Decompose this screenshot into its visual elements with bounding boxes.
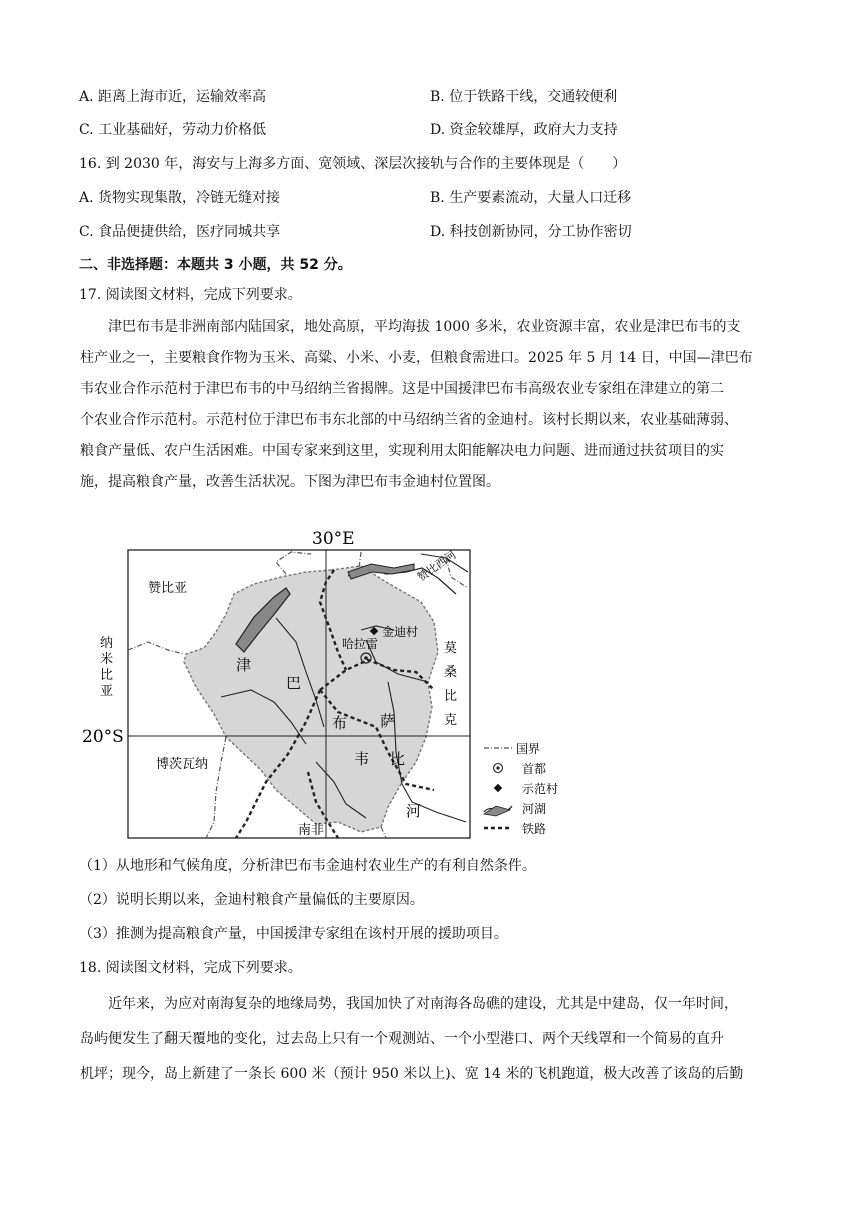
q15-option-b: B. 位于铁路干线，交通较便利 bbox=[430, 89, 618, 105]
q16-stem: 16. 到 2030 年，海安与上海多方面、宽领域、深层次接轨与合作的主要体现是（ ） bbox=[79, 156, 627, 172]
label-harare: 哈拉雷 bbox=[342, 637, 379, 651]
q16-option-b: B. 生产要素流动，大量人口迁移 bbox=[430, 190, 632, 206]
label-sabi-3: 河 bbox=[406, 802, 422, 820]
q17-paragraph bbox=[80, 312, 780, 498]
q18-line: 岛屿便发生了翻天覆地的变化，过去岛上只有一个观测站、一个小型港口、两个天线罩和一个简易的直升 bbox=[80, 1031, 724, 1047]
q15-option-d: D. 资金较雄厚，政府大力支持 bbox=[430, 122, 618, 138]
zimbabwe-location-map bbox=[76, 522, 576, 842]
q17-sub2: （2）说明长期以来，金迪村粮食产量偏低的主要原因。 bbox=[79, 892, 424, 908]
label-namibia-1: 纳 bbox=[100, 636, 114, 651]
legend-capital: 首都 bbox=[522, 762, 547, 776]
section-heading: 二、非选择题：本题共 3 小题，共 52 分。 bbox=[79, 257, 352, 273]
q17-line: 柱产业之一，主要粮食作物为玉米、高粱、小米、小麦，但粮食需进口。2025 年 5 月 14 日，中国—津巴布 bbox=[80, 350, 753, 366]
q15-option-a: A. 距离上海市近，运输效率高 bbox=[79, 89, 267, 105]
label-sabi-2: 比 bbox=[390, 750, 406, 768]
label-zimbabwe-2: 巴 bbox=[286, 674, 302, 692]
map-legend bbox=[484, 742, 558, 836]
q18-stem: 18. 阅读图文材料，完成下列要求。 bbox=[79, 960, 302, 976]
label-sabi-1: 萨 bbox=[380, 712, 396, 730]
label-jindi: 金迪村 bbox=[382, 625, 419, 639]
border-botswana bbox=[206, 737, 226, 838]
label-mozambique-3: 比 bbox=[444, 689, 458, 704]
border-namibia bbox=[128, 642, 184, 654]
label-zambia: 赞比亚 bbox=[148, 581, 188, 596]
label-namibia-3: 比 bbox=[100, 668, 114, 683]
label-botswana: 博茨瓦纳 bbox=[156, 757, 209, 772]
legend-village: 示范村 bbox=[522, 782, 559, 796]
q18-line: 机坪；现今，岛上新建了一条长 600 米（预计 950 米以上)、宽 14 米的飞机跑道，极大改善了该岛的后勤 bbox=[80, 1066, 744, 1082]
q18-line: 近年来，为应对南海复杂的地缘局势，我国加快了对南海各岛礁的建设，尤其是中建岛，仅一年时间， bbox=[108, 996, 738, 1012]
label-south-africa: 南非 bbox=[298, 823, 325, 838]
zimbabwe-area bbox=[184, 566, 438, 832]
lon-label: 30°E bbox=[312, 529, 355, 549]
border-south bbox=[381, 827, 386, 838]
q16-option-a: A. 货物实现集散，冷链无缝对接 bbox=[79, 190, 281, 206]
q16-option-c: C. 食品便捷供给，医疗同城共享 bbox=[79, 224, 281, 240]
border-zambia bbox=[276, 552, 311, 574]
lat-label: 20°S bbox=[82, 727, 124, 747]
map-svg bbox=[76, 522, 576, 842]
label-zimbabwe-3: 布 bbox=[332, 714, 348, 732]
label-namibia-2: 米 bbox=[100, 652, 114, 667]
label-namibia-4: 亚 bbox=[100, 684, 114, 699]
q17-sub1: （1）从地形和气候角度，分析津巴布韦金迪村农业生产的有利自然条件。 bbox=[79, 858, 536, 874]
label-zimbabwe-1: 津 bbox=[236, 656, 252, 674]
q17-line: 粮食产量低、农户生活困难。中国专家来到这里，实现利用太阳能解决电力问题、进而通过扶贫项目的实 bbox=[80, 443, 724, 459]
legend-railway: 铁路 bbox=[522, 822, 547, 836]
legend-border: 国界 bbox=[516, 742, 541, 756]
q17-line: 韦农业合作示范村于津巴布韦的中马绍纳兰省揭牌。这是中国援津巴布韦高级农业专家组在津建立的第二 bbox=[80, 381, 724, 397]
label-mozambique-4: 克 bbox=[444, 713, 458, 728]
label-zambezi: 赞比西河 bbox=[415, 548, 459, 584]
q15-option-c: C. 工业基础好，劳动力价格低 bbox=[79, 122, 267, 138]
q18-paragraph bbox=[80, 987, 780, 1092]
q17-stem: 17. 阅读图文材料，完成下列要求。 bbox=[79, 287, 302, 303]
q16-option-d: D. 科技创新协同，分工协作密切 bbox=[430, 224, 632, 240]
legend-river: 河湖 bbox=[522, 802, 547, 816]
label-mozambique-1: 莫 bbox=[444, 641, 458, 656]
q17-line: 津巴布韦是非洲南部内陆国家，地处高原，平均海拔 1000 多米，农业资源丰富，农业是津巴布韦的支 bbox=[108, 319, 741, 335]
q17-sub3: （3）推测为提高粮食产量，中国援津专家组在该村开展的援助项目。 bbox=[79, 926, 508, 942]
q17-line: 施，提高粮食产量，改善生活状况。下图为津巴布韦金迪村位置图。 bbox=[80, 474, 500, 490]
label-zimbabwe-4: 韦 bbox=[354, 750, 370, 768]
q17-line: 个农业合作示范村。示范村位于津巴布韦东北部的中马绍纳兰省的金迪村。该村长期以来，农业基础薄弱、 bbox=[80, 412, 738, 428]
label-mozambique-2: 桑 bbox=[444, 665, 458, 680]
